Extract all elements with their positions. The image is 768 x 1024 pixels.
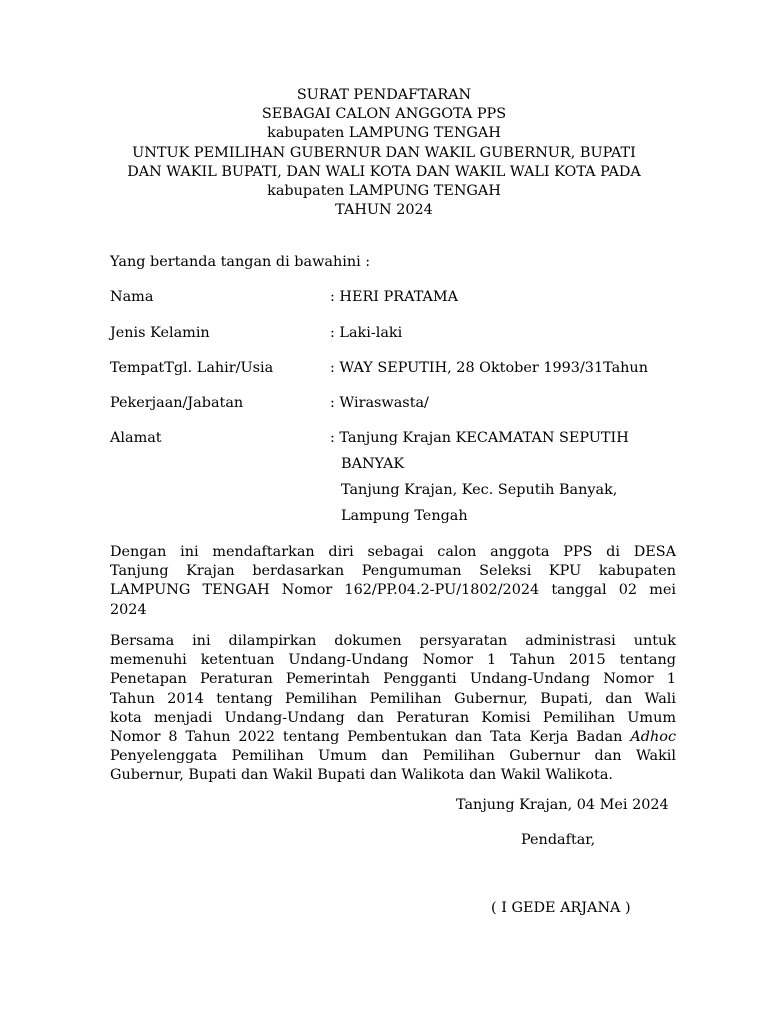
place-date: Tanjung Krajan, 04 Mei 2024 [456,797,669,813]
paragraph-line [110,728,676,747]
alamat-value-line: Lampung Tengah [341,508,468,524]
paragraph-line: Penyelenggata Pemilihan Umum dan Pemilihan Gubernur dan Wakil [110,748,676,765]
paragraph-line: LAMPUNG TENGAH Nomor 162/PP.04.2-PU/1802/2024 tanggal 02 mei [110,582,676,599]
title-line: SURAT PENDAFTARAN [296,87,472,103]
paragraph-line: Bersama ini dilampirkan dokumen persyaratan administrasi untuk [110,633,676,649]
registration-paragraph [110,543,676,620]
nama-label: Nama [110,289,154,305]
title-line: kabupaten LAMPUNG TENGAH [267,183,501,200]
jenis-kelamin-value: : Laki-laki [330,325,403,341]
paragraph-line: 2024 [110,601,147,618]
alamat-value-line: Tanjung Krajan, Kec. Seputih Banyak, [341,482,618,498]
title-line: kabupaten LAMPUNG TENGAH [267,125,501,142]
paragraph-line: Dengan ini mendaftarkan diri sebagai calon anggota PPS di DESA [110,544,676,560]
title-line: DAN WAKIL BUPATI, DAN WALI KOTA DAN WAKIL WALI KOTA PADA [127,163,641,180]
title-line: SEBAGAI CALON ANGGOTA PPS [261,106,507,123]
paragraph-line-text: Nomor 8 Tahun 2022 tentang Pembentukan dan Tata Kerja Badan [110,729,623,746]
paragraph-line: Tanjung Krajan berdasarkan Pengumuman Seleksi KPU kabupaten [110,563,676,580]
pekerjaan-label: Pekerjaan/Jabatan [110,395,244,411]
paragraph-line: Gubernur, Bupati dan Wakil Bupati dan Walikota dan Wakil Walikota. [110,767,613,784]
intro-text: Yang bertanda tangan di bawahini : [110,254,371,270]
paragraph-line: kota menjadi Undang-Undang dan Peraturan Komisi Pemilihan Umum [110,709,676,726]
paragraph-line: Penetapan Peraturan Pemerintah Pengganti Undang-Undang Nomor 1 [110,671,676,688]
pekerjaan-value: : Wiraswasta/ [330,395,429,411]
paragraph-line: memenuhi ketentuan Undang-Undang Nomor 1 Tahun 2015 tentang [110,652,676,669]
jenis-kelamin-label: Jenis Kelamin [110,325,210,341]
nama-value: : HERI PRATAMA [330,289,459,305]
adhoc-italic: Adhoc [630,729,677,746]
attachment-paragraph [110,632,676,786]
paragraph-line: Tahun 2014 tentang Pemilihan Pemilihan Gubernur, Bupati, dan Wali [110,690,676,707]
alamat-value: : Tanjung Krajan KECAMATAN SEPUTIH [330,430,629,446]
title-line: UNTUK PEMILIHAN GUBERNUR DAN WAKIL GUBERNUR, BUPATI [132,144,636,161]
document-title [0,86,768,220]
signer-role: Pendaftar, [521,832,596,848]
alamat-value-line: BANYAK [341,456,405,472]
signer-name: ( I GEDE ARJANA ) [491,900,631,916]
ttl-label: TempatTgl. Lahir/Usia [110,360,274,376]
title-line: TAHUN 2024 [335,202,433,219]
ttl-value: : WAY SEPUTIH, 28 Oktober 1993/31Tahun [330,360,648,376]
alamat-label: Alamat [110,430,162,446]
